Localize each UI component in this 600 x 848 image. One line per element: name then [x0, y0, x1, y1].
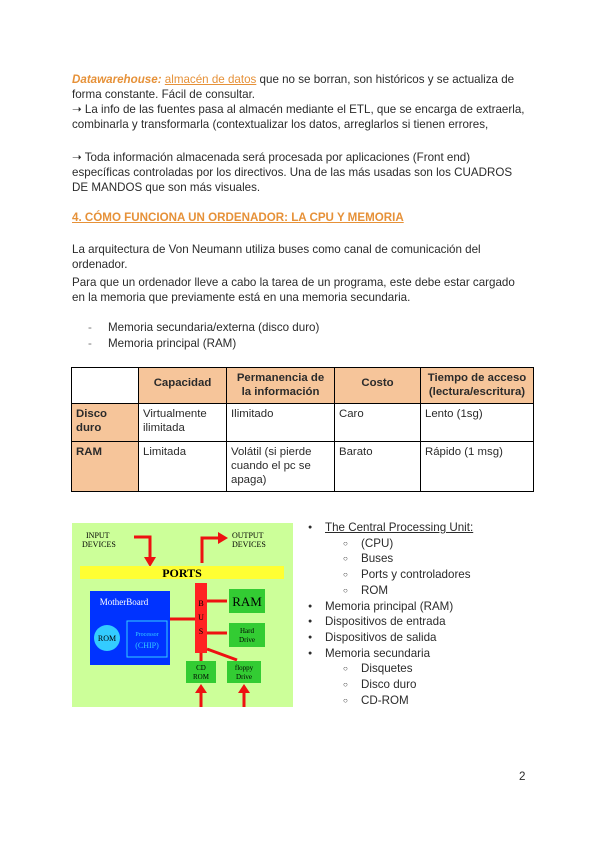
floppy-drive-label: floppy — [234, 664, 254, 672]
cpu-components-list — [305, 520, 473, 708]
program-memory-paragraph: Para que un ordenador lleve a cabo la tarea de un programa, este debe estar cargado en la memoria que previamente está en una memoria secundaria. — [72, 276, 515, 304]
list-item: ○ (CPU) — [305, 536, 473, 552]
bus-letter-s: S — [198, 627, 204, 636]
output-label: OUTPUT — [232, 531, 264, 540]
table-cell: Volátil (si pierde cuando el pc se apaga) — [227, 442, 335, 492]
list-item: ● Memoria principal (RAM) — [305, 599, 473, 615]
list-item: ● Dispositivos de entrada — [305, 614, 473, 630]
table-cell: Rápido (1 msg) — [421, 442, 534, 492]
table-cell: Lento (1sg) — [421, 404, 534, 442]
hard-drive-label-2: Drive — [239, 636, 255, 644]
table-header-row — [72, 368, 534, 404]
table-cell: Ilimitado — [227, 404, 335, 442]
output-label-2: DEVICES — [232, 540, 266, 549]
section-heading: 4. CÓMO FUNCIONA UN ORDENADOR: LA CPU Y MEMORIA — [72, 211, 404, 224]
list-item: ○ Disco duro — [305, 677, 473, 693]
list-item: ○ Ports y controladores — [305, 567, 473, 583]
datawarehouse-text: que no se borran, son históricos y se actualiza de forma constante. Fácil de consultar. — [72, 73, 515, 101]
processor-chip-label: (CHIP) — [135, 641, 159, 650]
list-item: - Memoria principal (RAM) — [88, 336, 319, 352]
header-capacidad: Capacidad — [139, 368, 227, 404]
row-label-ram: RAM — [72, 442, 139, 492]
table-cell: Virtualmente ilimitada — [139, 404, 227, 442]
memory-dash-list — [88, 320, 319, 352]
table-cell: Caro — [335, 404, 421, 442]
page-number: 2 — [519, 770, 526, 783]
etl-bullet: ➝ La info de las fuentes pasa al almacén mediante el ETL, que se encarga de extraerla, combinarla y transformarla (contextualizar los datos, arreglarlos si tienen errores, — [72, 103, 525, 131]
computer-architecture-diagram — [72, 523, 293, 707]
rom-label: ROM — [97, 634, 117, 643]
motherboard-label: MotherBoard — [99, 597, 149, 607]
header-permanencia: Permanencia de la información — [227, 368, 335, 404]
table-cell: Limitada — [139, 442, 227, 492]
list-item: ○ Buses — [305, 551, 473, 567]
list-item-cpu: ● The Central Processing Unit: — [305, 520, 473, 536]
list-item: - Memoria secundaria/externa (disco duro) — [88, 320, 319, 336]
cd-rom-label-2: ROM — [193, 673, 209, 681]
table-row — [72, 404, 534, 442]
row-label-disco-duro: Disco duro — [72, 404, 139, 442]
list-item: ○ CD-ROM — [305, 693, 473, 709]
von-neumann-paragraph: La arquitectura de Von Neumann utiliza buses como canal de comunicación del ordenador. — [72, 243, 481, 271]
processor-label: Processor — [135, 632, 159, 638]
ram-label: RAM — [232, 594, 262, 609]
list-item: ○ ROM — [305, 583, 473, 599]
cd-rom-label: CD — [196, 664, 206, 672]
header-costo: Costo — [335, 368, 421, 404]
input-label: INPUT — [86, 531, 110, 540]
table-row — [72, 442, 534, 492]
table-cell: Barato — [335, 442, 421, 492]
list-item: ○ Disquetes — [305, 661, 473, 677]
datawarehouse-paragraph — [72, 72, 528, 102]
table-corner-cell — [72, 368, 139, 404]
list-item: ● Memoria secundaria — [305, 646, 473, 662]
list-item: ● Dispositivos de salida — [305, 630, 473, 646]
ports-label: PORTS — [162, 566, 202, 580]
bus-letter-u: U — [198, 613, 204, 622]
bus-letter-b: B — [198, 599, 204, 608]
floppy-drive-label-2: Drive — [236, 673, 252, 681]
hard-drive-label: Hard — [240, 627, 254, 635]
memory-comparison-table — [71, 367, 534, 492]
datawarehouse-label: Datawarehouse: — [72, 73, 162, 86]
header-tiempo-acceso: Tiempo de acceso (lectura/escritura) — [421, 368, 534, 404]
front-end-bullet: ➝ Toda información almacenada será procesada por aplicaciones (Front end) específicas controladas por los directivos. Una de las más usadas son los CUADROS DE MANDOS que son más visuales. — [72, 151, 513, 194]
processor-box — [127, 621, 167, 657]
input-label-2: DEVICES — [82, 540, 116, 549]
almacen-link[interactable]: almacén de datos — [164, 73, 257, 86]
